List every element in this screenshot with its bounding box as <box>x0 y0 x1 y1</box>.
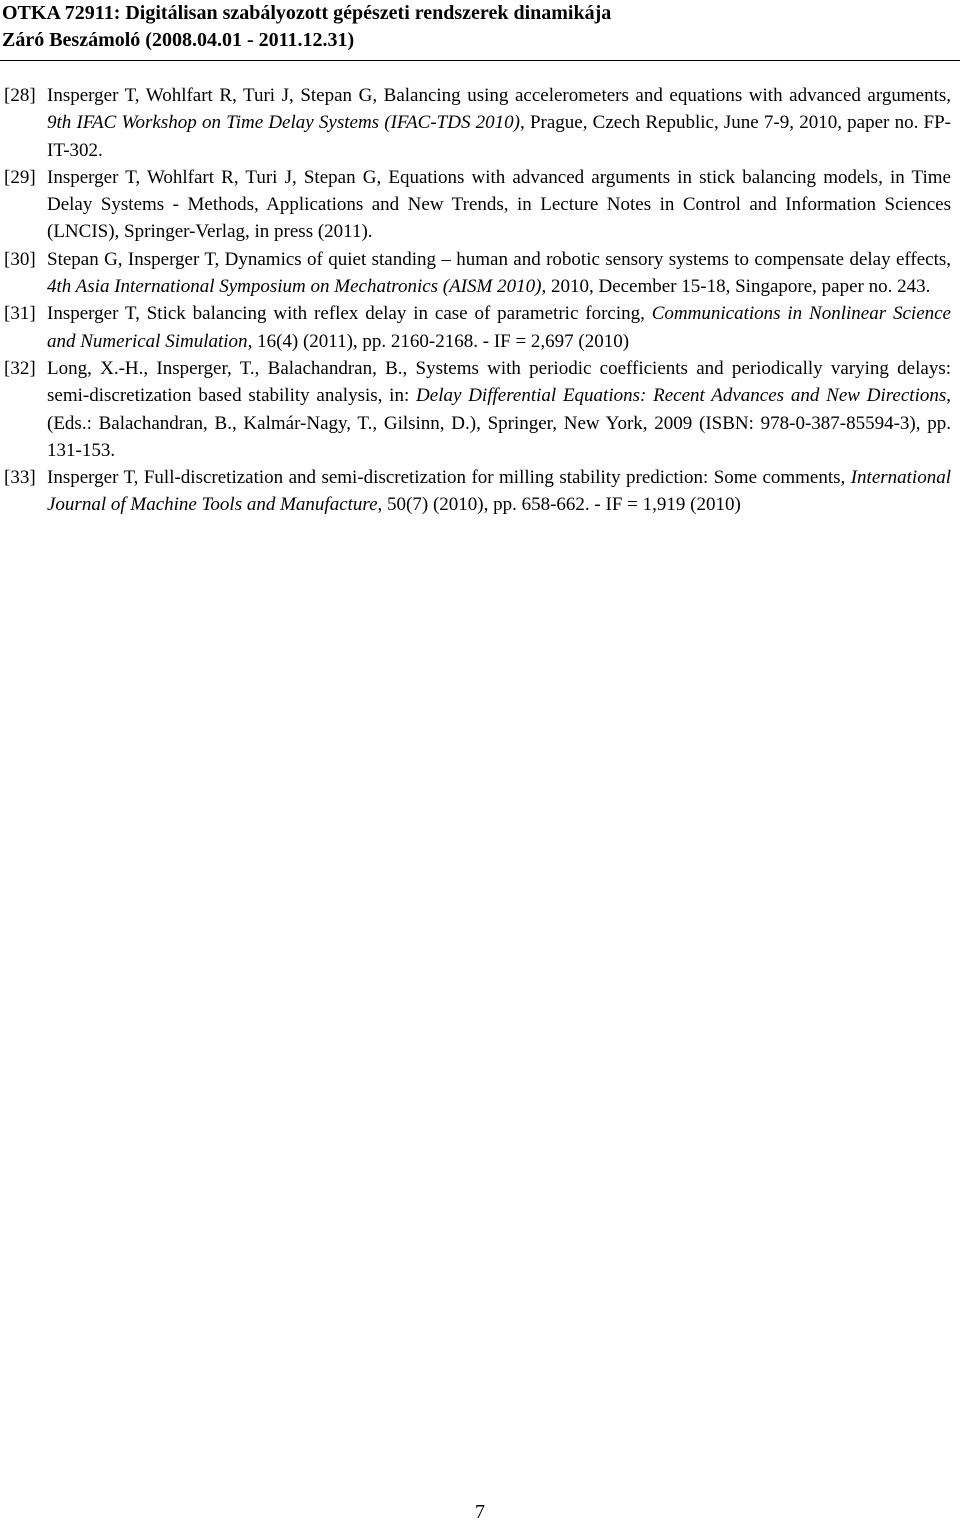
reference-source-title: 9th IFAC Workshop on Time Delay Systems (IFAC-TDS 2010) <box>47 112 520 134</box>
reference-item <box>0 246 951 301</box>
reference-number: [31] <box>4 303 36 325</box>
reference-source-title: 4th Asia International Symposium on Mechatronics (AISM 2010) <box>47 276 542 298</box>
reference-text-segment: , (Eds.: Balachandran, B., Kalmár-Nagy, T., Gilsinn, D.), Springer, New York, 2009 (ISBN: 978-0-387-85594-3), pp. 131-153. <box>47 385 951 461</box>
reference-text-segment: , Prague, Czech Republic, June 7-9, 2010, paper no. FP-IT-302. <box>47 112 951 161</box>
reference-text-segment: (7) (2010), pp. 658-662. - IF = 1,919 (2010) <box>406 494 741 516</box>
reference-text <box>47 467 951 515</box>
reference-volume: 16 <box>257 330 277 352</box>
reference-text-segment: Insperger T, Full-discretization and semi-discretization for milling stability prediction: Some comments, <box>47 467 851 489</box>
reference-text-segment: Insperger T, Wohlfart R, Turi J, Stepan G, Equations with advanced arguments in stick balancing models, in Time Delay Systems - Methods, Applications and New Trends, in Lecture Notes in Control and Information Sciences (LNCIS), Springer-Verlag, in press (2011). <box>47 166 951 243</box>
reference-number: [32] <box>4 357 36 379</box>
reference-text <box>47 167 951 243</box>
reference-number: [33] <box>4 467 36 489</box>
reference-text-segment: , 2010, December 15-18, Singapore, paper no. 243. <box>541 276 931 298</box>
reference-item <box>0 300 951 355</box>
header-divider <box>0 60 960 61</box>
reference-source-title: International Journal of Machine Tools and Manufacture <box>47 467 951 516</box>
reference-source-title: Delay Differential Equations: Recent Advances and New Directions <box>416 385 947 407</box>
reference-text <box>47 85 951 161</box>
page-header <box>0 0 960 56</box>
reference-volume: 50 <box>387 494 407 516</box>
reference-number: [30] <box>4 248 36 270</box>
reference-item <box>0 82 951 164</box>
reference-number: [29] <box>4 166 36 188</box>
reference-text-segment: , <box>377 494 388 516</box>
header-report-period: Záró Beszámoló (2008.04.01 - 2011.12.31) <box>2 29 355 51</box>
reference-item <box>0 464 951 519</box>
reference-text <box>47 303 951 351</box>
reference-text-segment: (4) (2011), pp. 2160-2168. - IF = 2,697 (2010) <box>276 330 630 352</box>
reference-text-segment: Insperger T, Stick balancing with reflex delay in case of parametric forcing, <box>47 303 652 325</box>
reference-text-segment: Stepan G, Insperger T, Dynamics of quiet standing – human and robotic sensory systems to compensate delay effects, <box>47 248 951 270</box>
reference-number: [28] <box>4 85 36 106</box>
page-number: 7 <box>475 1501 485 1523</box>
reference-text <box>47 358 951 461</box>
reference-item <box>0 355 951 464</box>
reference-text-segment: , <box>247 330 258 352</box>
reference-list <box>0 82 951 519</box>
reference-text-segment: Long, X.-H., Insperger, T., Balachandran, B., Systems with periodic coefficients and periodically varying delays: semi-discretization based stability analysis, in: <box>47 357 951 407</box>
reference-item <box>0 164 951 246</box>
reference-text <box>47 249 951 297</box>
reference-source-title: Communications in Nonlinear Science and Numerical Simulation <box>47 303 951 352</box>
header-project-title: OTKA 72911: Digitálisan szabályozott gépészeti rendszerek dinamikája <box>2 2 612 24</box>
reference-text-segment: Insperger T, Wohlfart R, Turi J, Stepan G, Balancing using accelerometers and equations with advanced arguments, <box>47 85 951 106</box>
